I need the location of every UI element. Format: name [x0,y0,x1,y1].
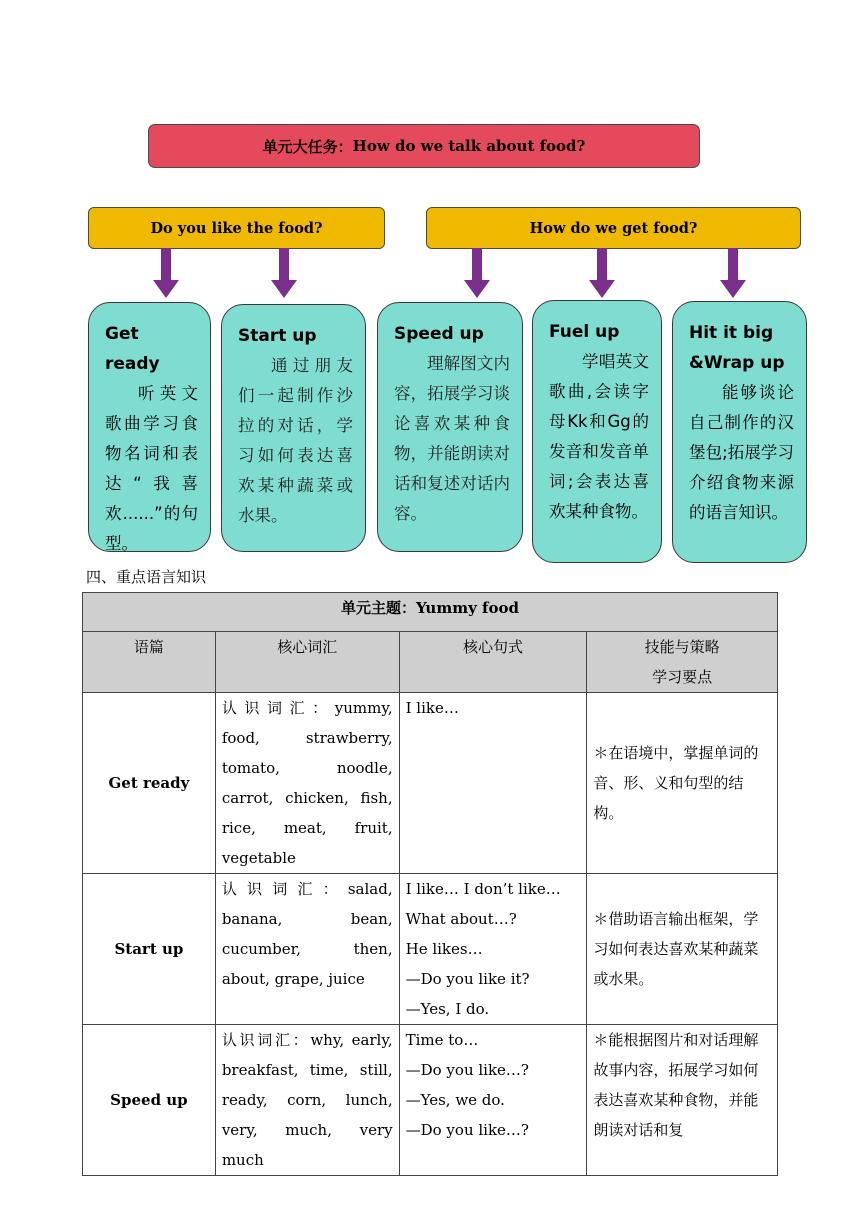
unit-task-prefix: 单元大任务： [262,137,353,156]
row-vocab: 认识词汇：yummy, food, strawberry, tomato, noodle, carrot, chicken, fish, rice, meat, fruit, vegetable [215,693,399,874]
card-body: 理解图文内容，拓展学习谈论喜欢某种食物，并能朗读对话和复述对话内容。 [394,354,510,523]
table-row [83,874,778,1025]
card-fuel-up [532,300,662,563]
unit-task-banner [148,124,700,168]
row-sentences [399,1025,587,1176]
question-get-food-text: How do we get food? [529,219,698,237]
header-skill [587,632,778,693]
card-title: Hit it big &Wrap up [689,323,785,373]
sentence: —Do you like it? [405,970,530,988]
header-lesson: 语篇 [83,632,216,693]
row-skill: ＊能根据图片和对话理解故事内容，拓展学习如何表达喜欢某种食物，并能朗读对话和复 [587,1025,778,1176]
card-hit-it-big [672,301,807,563]
down-arrow-icon [720,248,746,300]
card-title: Start up [238,326,317,346]
card-title: Fuel up [549,322,620,342]
row-vocab: 认识词汇：why, early, breakfast, time, still, ready, corn, lunch, very, much, very much [215,1025,399,1176]
sentence: What about…? [405,910,517,928]
row-skill: ＊借助语言输出框架，学习如何表达喜欢某种蔬菜或水果。 [587,874,778,1025]
table-row [83,1025,778,1176]
row-skill: ＊在语境中，掌握单词的音、形、义和句型的结构。 [587,693,778,874]
question-box-like-food [88,207,385,249]
table-theme: 单元主题：Yummy food [83,593,778,632]
sentence: —Yes, I do. [405,1000,490,1018]
card-body: 学唱英文歌曲,会读字母Kk和Gg的发音和发音单词;会表达喜欢某种食物。 [549,352,649,521]
card-body: 通过朋友们一起制作沙拉的对话，学习如何表达喜欢某种蔬菜或水果。 [238,356,353,525]
row-lesson: Start up [83,874,216,1025]
sentence: —Do you like…? [405,1121,529,1139]
card-start-up [221,304,366,552]
down-arrow-icon [153,248,179,300]
sentence: I like… I don’t like… [405,880,561,898]
card-body: 听英文歌曲学习食物名词和表达“我喜欢......”的句型。 [105,384,198,553]
question-like-food-text: Do you like the food? [150,219,323,237]
question-box-get-food [426,207,801,249]
row-sentences [399,693,587,874]
sentence: —Yes, we do. [405,1091,505,1109]
card-get-ready [88,302,211,552]
down-arrow-icon [464,248,490,300]
down-arrow-icon [589,248,615,300]
row-vocab: 认识词汇：salad, banana, bean, cucumber, then, about, grape, juice [215,874,399,1025]
section-heading: 四、重点语言知识 [86,568,207,586]
sentence: Time to… [405,1031,479,1049]
language-knowledge-table [82,592,778,1176]
unit-task-question: How do we talk about food? [352,137,586,155]
table-header-row [83,632,778,693]
header-skill-line1: 技能与策略 [644,638,720,656]
row-sentences [399,874,587,1025]
card-body: 能够谈论自己制作的汉堡包;拓展学习介绍食物来源的语言知识。 [689,383,794,522]
card-title: Get ready [105,324,160,374]
card-title: Speed up [394,324,484,344]
header-vocab: 核心词汇 [215,632,399,693]
header-sentence: 核心句式 [399,632,587,693]
down-arrow-icon [271,248,297,300]
table-row [83,693,778,874]
card-speed-up [377,302,523,552]
row-lesson: Speed up [83,1025,216,1176]
header-skill-line2: 学习要点 [652,668,713,686]
sentence: He likes… [405,940,483,958]
sentence: —Do you like…? [405,1061,529,1079]
sentence: I like… [405,699,459,717]
row-lesson: Get ready [83,693,216,874]
